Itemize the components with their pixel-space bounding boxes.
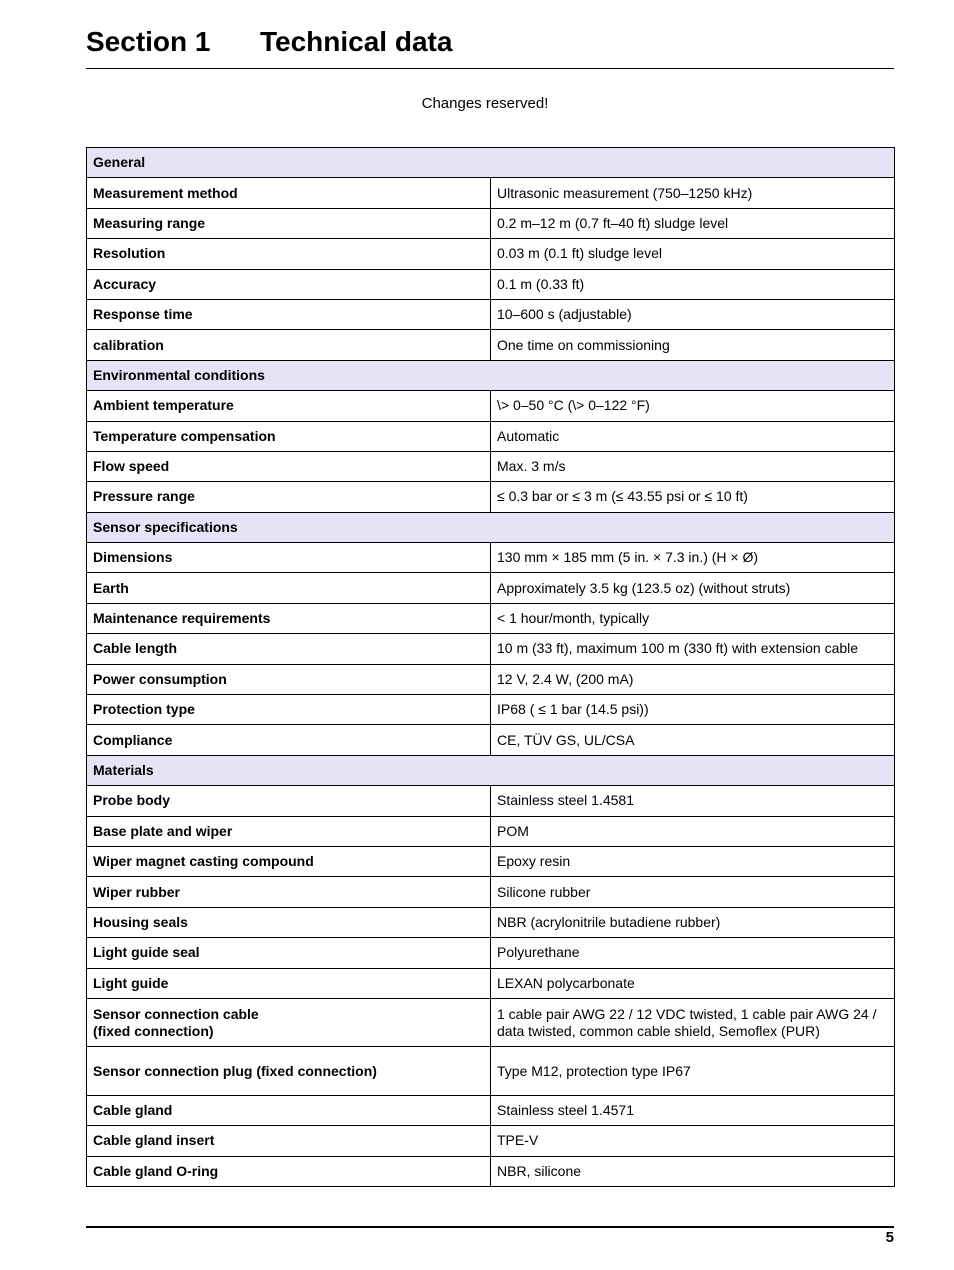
table-row [87, 1156, 895, 1186]
row-label: calibration [87, 330, 491, 360]
row-label: Cable length [87, 634, 491, 664]
row-value: 12 V, 2.4 W, (200 mA) [491, 664, 895, 694]
table-section-row [87, 512, 895, 542]
section-heading: Sensor specifications [87, 512, 895, 542]
row-value: Ultrasonic measurement (750–1250 kHz) [491, 178, 895, 208]
row-label: Measurement method [87, 178, 491, 208]
table-row [87, 178, 895, 208]
row-label: Resolution [87, 239, 491, 269]
row-value: 10–600 s (adjustable) [491, 299, 895, 329]
row-value: 0.2 m–12 m (0.7 ft–40 ft) sludge level [491, 208, 895, 238]
row-value: 0.1 m (0.33 ft) [491, 269, 895, 299]
table-section-row [87, 148, 895, 178]
row-value: 1 cable pair AWG 22 / 12 VDC twisted, 1 cable pair AWG 24 / data twisted, common cable shield, Semoflex (PUR) [491, 998, 895, 1046]
row-label: Response time [87, 299, 491, 329]
table-row [87, 725, 895, 755]
page-header [86, 24, 894, 69]
row-label: Probe body [87, 786, 491, 816]
row-value: < 1 hour/month, typically [491, 603, 895, 633]
row-value: Epoxy resin [491, 846, 895, 876]
row-value: TPE-V [491, 1126, 895, 1156]
row-label: Temperature compensation [87, 421, 491, 451]
row-value: 10 m (33 ft), maximum 100 m (330 ft) with extension cable [491, 634, 895, 664]
row-label: Wiper magnet casting compound [87, 846, 491, 876]
row-value: \> 0–50 °C (\> 0–122 °F) [491, 391, 895, 421]
table-row [87, 208, 895, 238]
footer-rule [86, 1226, 894, 1228]
table-row [87, 1047, 895, 1095]
table-section-row [87, 755, 895, 785]
row-value: Polyurethane [491, 938, 895, 968]
row-value: Max. 3 m/s [491, 451, 895, 481]
technical-data-table-body [87, 148, 895, 1187]
section-number: Section 1 [86, 26, 211, 57]
table-row [87, 330, 895, 360]
table-row [87, 421, 895, 451]
row-label: Wiper rubber [87, 877, 491, 907]
changes-note: Changes reserved! [421, 95, 549, 112]
table-row [87, 907, 895, 937]
row-value: IP68 ( ≤ 1 bar (14.5 psi)) [491, 695, 895, 725]
table-row [87, 573, 895, 603]
row-label: Cable gland [87, 1095, 491, 1125]
row-value: Stainless steel 1.4571 [491, 1095, 895, 1125]
section-title: Technical data [260, 26, 453, 57]
section-heading: General [87, 148, 895, 178]
row-value: Silicone rubber [491, 877, 895, 907]
technical-data-table [86, 147, 895, 1187]
table-row [87, 816, 895, 846]
row-label: Accuracy [87, 269, 491, 299]
table-row [87, 695, 895, 725]
row-label: Maintenance requirements [87, 603, 491, 633]
row-label: Light guide [87, 968, 491, 998]
table-row [87, 786, 895, 816]
section-heading: Environmental conditions [87, 360, 895, 390]
table-row [87, 938, 895, 968]
row-value: POM [491, 816, 895, 846]
row-value: LEXAN polycarbonate [491, 968, 895, 998]
row-value: Stainless steel 1.4581 [491, 786, 895, 816]
row-value: Type M12, protection type IP67 [491, 1047, 895, 1095]
table-row [87, 299, 895, 329]
table-row [87, 543, 895, 573]
table-row [87, 877, 895, 907]
row-label: Housing seals [87, 907, 491, 937]
row-label: Sensor connection cable (fixed connection) [87, 998, 491, 1046]
table-row [87, 1095, 895, 1125]
row-label: Base plate and wiper [87, 816, 491, 846]
row-label: Flow speed [87, 451, 491, 481]
row-value: NBR (acrylonitrile butadiene rubber) [491, 907, 895, 937]
row-label: Measuring range [87, 208, 491, 238]
row-value: One time on commissioning [491, 330, 895, 360]
table-row [87, 239, 895, 269]
row-value: NBR, silicone [491, 1156, 895, 1186]
table-row [87, 1126, 895, 1156]
row-label: Pressure range [87, 482, 491, 512]
table-row [87, 603, 895, 633]
row-label: Protection type [87, 695, 491, 725]
table-row [87, 451, 895, 481]
row-value: ≤ 0.3 bar or ≤ 3 m (≤ 43.55 psi or ≤ 10 ft) [491, 482, 895, 512]
row-label: Earth [87, 573, 491, 603]
section-heading: Materials [87, 755, 895, 785]
row-label: Cable gland insert [87, 1126, 491, 1156]
row-label: Sensor connection plug (fixed connection) [87, 1047, 491, 1095]
row-value: 0.03 m (0.1 ft) sludge level [491, 239, 895, 269]
table-row [87, 664, 895, 694]
row-value: 130 mm × 185 mm (5 in. × 7.3 in.) (H × Ø) [491, 543, 895, 573]
table-section-row [87, 360, 895, 390]
row-value: Automatic [491, 421, 895, 451]
table-row [87, 482, 895, 512]
table-row [87, 998, 895, 1046]
row-label: Power consumption [87, 664, 491, 694]
row-label: Dimensions [87, 543, 491, 573]
row-value: CE, TÜV GS, UL/CSA [491, 725, 895, 755]
row-label: Cable gland O-ring [87, 1156, 491, 1186]
row-label: Ambient temperature [87, 391, 491, 421]
row-value: Approximately 3.5 kg (123.5 oz) (without struts) [491, 573, 895, 603]
page-number: 5 [885, 1229, 894, 1246]
row-label: Compliance [87, 725, 491, 755]
table-row [87, 846, 895, 876]
table-row [87, 391, 895, 421]
table-row [87, 269, 895, 299]
table-row [87, 634, 895, 664]
row-label: Light guide seal [87, 938, 491, 968]
table-row [87, 968, 895, 998]
